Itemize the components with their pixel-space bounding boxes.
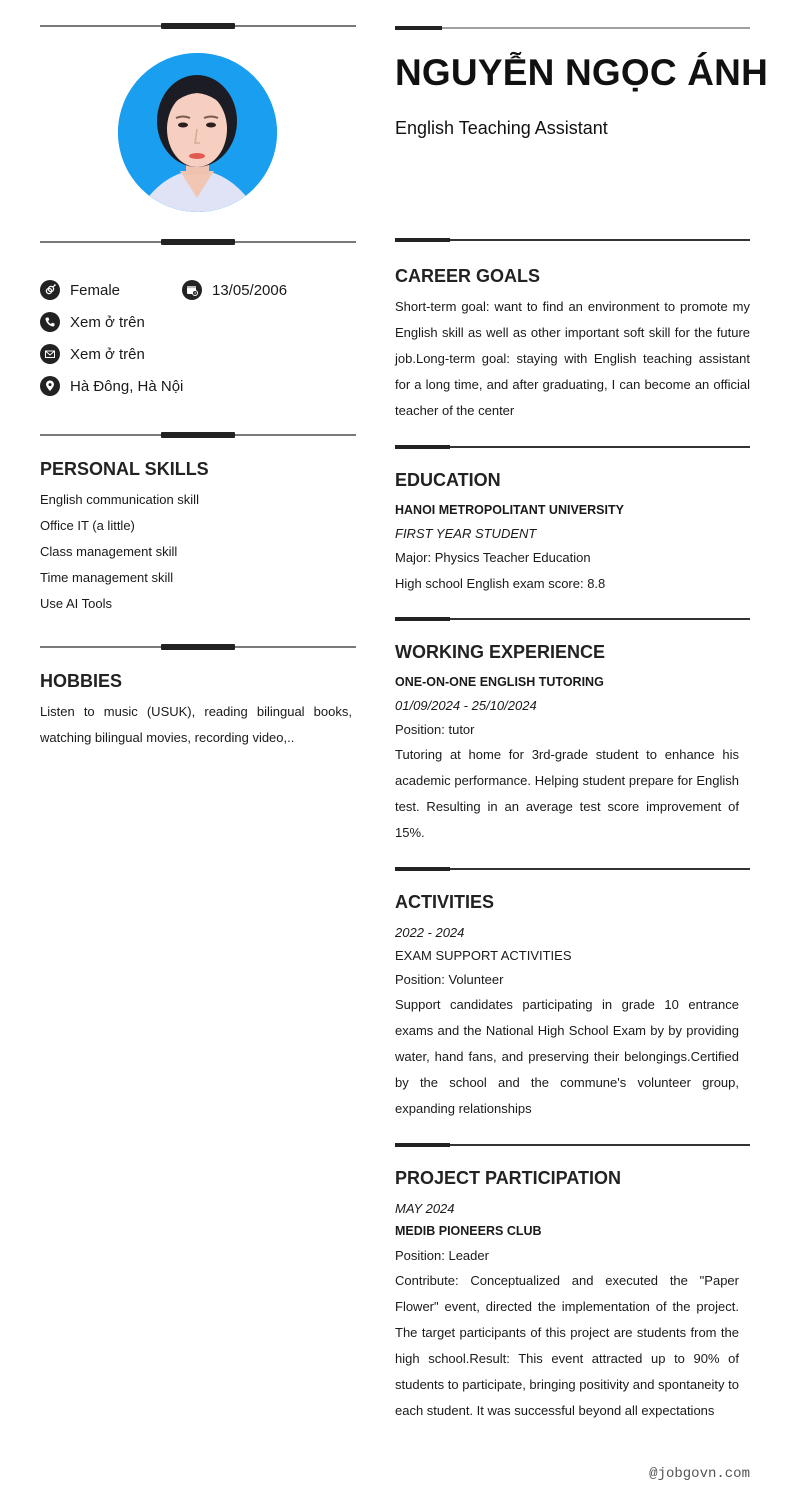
divider: [395, 1143, 750, 1147]
email-value: Xem ở trên: [70, 345, 145, 363]
address-row: [40, 376, 183, 396]
experience-period: 01/09/2024 - 25/10/2024: [395, 698, 537, 713]
career-goals-text: Short-term goal: want to find an environment to promote my English skill as well as other important soft skill for the future job.Long-term goal: staying with English teaching assistant for a long time, and after graduating, I can become an official teacher of the center: [395, 299, 750, 418]
email-row: [40, 344, 145, 364]
activities-period: 2022 - 2024: [395, 925, 465, 940]
project-period: MAY 2024: [395, 1201, 455, 1216]
project-position: Position: Leader: [395, 1248, 489, 1263]
skill-item: English communication skill: [40, 492, 199, 507]
calendar-icon: [182, 280, 202, 300]
experience-position: Position: tutor: [395, 722, 475, 737]
watermark: @jobgovn.com: [649, 1466, 750, 1482]
gender-value: Female: [70, 281, 121, 299]
divider: [40, 644, 356, 650]
phone-value: Xem ở trên: [70, 313, 145, 331]
project-participation-title: PROJECT PARTICIPATION: [395, 1168, 622, 1188]
avatar: [118, 53, 277, 212]
hobbies-text: Listen to music (USUK), reading bilingual books, watching bilingual movies, recording video,..: [40, 704, 352, 745]
skill-item: Use AI Tools: [40, 596, 113, 611]
personal-skills-title: PERSONAL SKILLS: [40, 459, 209, 479]
divider: [40, 432, 356, 438]
divider: [395, 238, 750, 242]
experience-description: Tutoring at home for 3rd-grade student to enhance his academic performance. Helping student prepare for English test. Resulting in an average test score improvement of 15%.: [395, 747, 739, 840]
divider: [395, 445, 750, 449]
birthday-row: [182, 280, 287, 300]
skill-item: Time management skill: [40, 570, 174, 585]
divider: [395, 26, 750, 30]
address-value: Hà Đông, Hà Nội: [70, 377, 184, 395]
project-description: Contribute: Conceptualized and executed the "Paper Flower" event, directed the implementation of the project. The target participants of this project are students from the high school.Result: This event attracted up to 90% of students to participate, bringing positivity and spontaneity to each student. It was successful beyond all expectations: [395, 1273, 739, 1418]
education-score: High school English exam score: 8.8: [395, 576, 606, 591]
education-title: EDUCATION: [395, 470, 501, 490]
phone-icon: [40, 312, 60, 332]
hobbies-title: HOBBIES: [40, 671, 123, 691]
project-organization: MEDIB PIONEERS CLUB: [395, 1224, 542, 1238]
education-major: Major: Physics Teacher Education: [395, 550, 591, 565]
location-icon: [40, 376, 60, 396]
divider: [40, 23, 356, 29]
activities-position: Position: Volunteer: [395, 972, 504, 987]
education-school: HANOI METROPOLITANT UNIVERSITY: [395, 503, 624, 517]
skill-item: Office IT (a little): [40, 518, 135, 533]
activities-title: ACTIVITIES: [395, 892, 495, 912]
education-status: FIRST YEAR STUDENT: [395, 526, 537, 541]
activities-description: Support candidates participating in grade 10 entrance exams and the National High School Exam by by providing water, hand fans, and preserving their belongings.Certified by the school and the commune's volunteer group, expanding relationships: [395, 997, 739, 1116]
gender-row: [40, 280, 120, 300]
divider: [395, 867, 750, 871]
email-icon: [40, 344, 60, 364]
divider: [40, 239, 356, 245]
experience-company: ONE-ON-ONE ENGLISH TUTORING: [395, 675, 604, 689]
working-experience-title: WORKING EXPERIENCE: [395, 642, 606, 662]
phone-row: [40, 312, 145, 332]
candidate-name: NGUYỄN NGỌC ÁNH: [395, 52, 769, 93]
skill-item: Class management skill: [40, 544, 178, 559]
gender-icon: [40, 280, 60, 300]
portrait-photo: [118, 53, 277, 212]
activities-name: EXAM SUPPORT ACTIVITIES: [395, 948, 572, 963]
divider: [395, 617, 750, 621]
birthday-value: 13/05/2006: [212, 281, 288, 299]
job-title: English Teaching Assistant: [395, 118, 608, 138]
career-goals-title: CAREER GOALS: [395, 266, 541, 286]
